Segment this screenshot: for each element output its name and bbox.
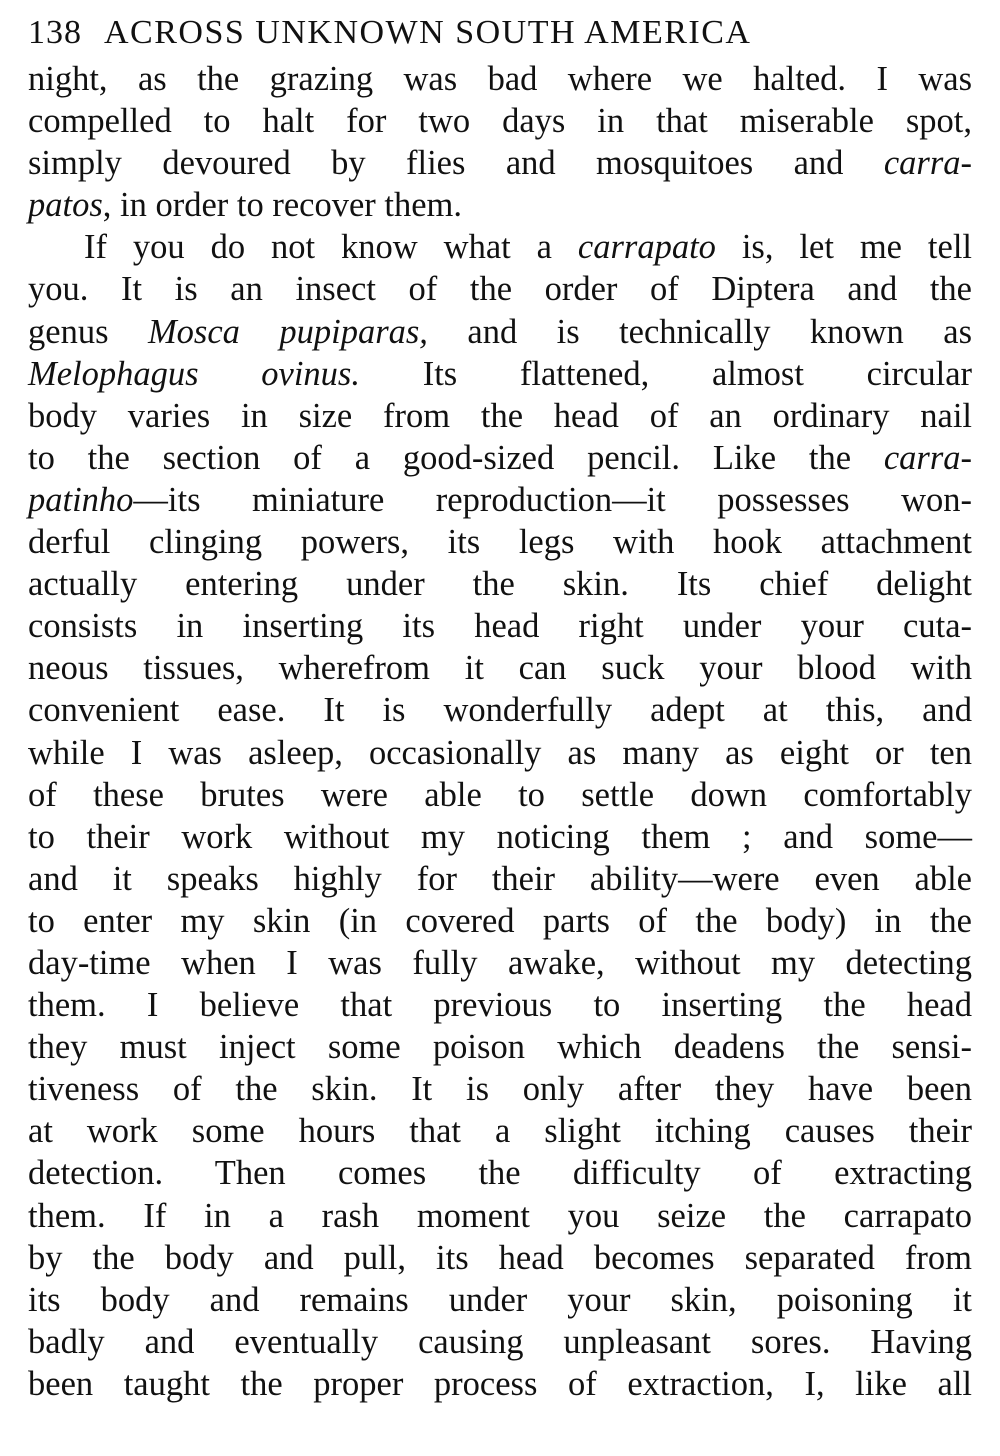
text-segment: them. If in a rash moment you seize the carrapato bbox=[28, 1196, 972, 1235]
text-line bbox=[28, 605, 972, 647]
text-line bbox=[28, 858, 972, 900]
text-segment: its body and remains under your skin, poisoning it bbox=[28, 1280, 972, 1319]
text-line bbox=[28, 1110, 972, 1152]
text-line bbox=[28, 774, 972, 816]
italic-text: carra- bbox=[883, 438, 972, 477]
running-header bbox=[28, 14, 972, 58]
text-line bbox=[28, 942, 972, 984]
text-segment: derful clinging powers, its legs with hook attachment bbox=[28, 523, 972, 562]
text-line bbox=[28, 395, 972, 437]
text-line bbox=[28, 689, 972, 731]
text-line bbox=[28, 58, 972, 100]
italic-text: carrapato bbox=[577, 228, 716, 267]
text-line bbox=[28, 1195, 972, 1237]
text-segment: and it speaks highly for their ability—were even able bbox=[28, 859, 972, 898]
text-line bbox=[28, 1026, 972, 1068]
text-line bbox=[28, 984, 972, 1026]
text-line bbox=[28, 184, 972, 226]
italic-text: Melophagus ovinus. bbox=[28, 354, 360, 393]
text-line bbox=[28, 1152, 972, 1194]
text-line bbox=[28, 1279, 972, 1321]
text-line bbox=[28, 900, 972, 942]
text-line bbox=[28, 816, 972, 858]
text-line bbox=[28, 226, 972, 268]
text-line bbox=[28, 100, 972, 142]
text-segment: day-time when I was fully awake, without my detecting bbox=[28, 943, 972, 982]
italic-text: carra- bbox=[883, 144, 972, 183]
running-title: ACROSS UNKNOWN SOUTH AMERICA bbox=[104, 14, 752, 51]
text-segment: to enter my skin (in covered parts of the body) in the bbox=[28, 901, 972, 940]
text-segment: of these brutes were able to settle down comfortably bbox=[28, 775, 972, 814]
text-segment: you. It is an insect of the order of Diptera and the bbox=[28, 270, 972, 309]
text-line bbox=[28, 1321, 972, 1363]
text-segment: body varies in size from the head of an ordinary nail bbox=[28, 396, 972, 435]
text-segment: to their work without my noticing them ; and some— bbox=[28, 817, 972, 856]
text-line bbox=[28, 647, 972, 689]
text-line bbox=[28, 521, 972, 563]
italic-text: Mosca pupiparas, bbox=[147, 312, 428, 351]
text-line bbox=[28, 311, 972, 353]
page-number: 138 bbox=[28, 14, 82, 51]
text-segment: If you do not know what a bbox=[84, 228, 578, 267]
text-segment: detection. Then comes the difficulty of extracting bbox=[28, 1154, 972, 1193]
text-segment: night, as the grazing was bad where we halted. I was bbox=[28, 60, 972, 98]
text-line bbox=[28, 732, 972, 774]
text-segment: actually entering under the skin. Its chief delight bbox=[28, 565, 972, 604]
text-segment: , in order to recover them. bbox=[102, 186, 463, 225]
text-segment: by the body and pull, its head becomes separated from bbox=[28, 1238, 972, 1277]
text-segment: Its flattened, almost circular bbox=[359, 354, 972, 393]
text-line bbox=[28, 563, 972, 605]
text-line bbox=[28, 142, 972, 184]
text-segment: and is technically known as bbox=[427, 312, 972, 351]
text-segment: badly and eventually causing unpleasant sores. Having bbox=[28, 1322, 972, 1361]
text-line bbox=[28, 1237, 972, 1279]
text-segment: tiveness of the skin. It is only after they have been bbox=[28, 1070, 972, 1109]
text-segment: is, let me tell bbox=[715, 228, 972, 267]
text-segment: at work some hours that a slight itching causes their bbox=[28, 1112, 972, 1151]
text-segment: while I was asleep, occasionally as many as eight or ten bbox=[28, 733, 972, 772]
text-segment: compelled to halt for two days in that miserable spot, bbox=[28, 102, 972, 141]
italic-text: patinho bbox=[28, 480, 134, 519]
text-segment: —its miniature reproduction—it possesses won- bbox=[133, 480, 972, 519]
book-page bbox=[28, 14, 972, 1405]
body-text bbox=[28, 58, 972, 1405]
text-segment: consists in inserting its head right under your cuta- bbox=[28, 607, 972, 646]
text-segment: they must inject some poison which deadens the sensi- bbox=[28, 1028, 972, 1067]
text-line bbox=[28, 268, 972, 310]
text-segment: simply devoured by flies and mosquitoes and bbox=[28, 144, 884, 183]
text-segment: neous tissues, wherefrom it can suck your blood with bbox=[28, 649, 972, 688]
text-segment: to the section of a good-sized pencil. Like the bbox=[28, 438, 884, 477]
text-line bbox=[28, 479, 972, 521]
italic-text: patos bbox=[28, 186, 103, 225]
text-line bbox=[28, 1363, 972, 1405]
text-segment: been taught the proper process of extraction, I, like all bbox=[28, 1364, 972, 1403]
text-segment: genus bbox=[28, 312, 148, 351]
text-line bbox=[28, 1068, 972, 1110]
text-line bbox=[28, 353, 972, 395]
text-segment: convenient ease. It is wonderfully adept at this, and bbox=[28, 691, 972, 730]
text-segment: them. I believe that previous to inserting the head bbox=[28, 986, 972, 1025]
text-line bbox=[28, 437, 972, 479]
